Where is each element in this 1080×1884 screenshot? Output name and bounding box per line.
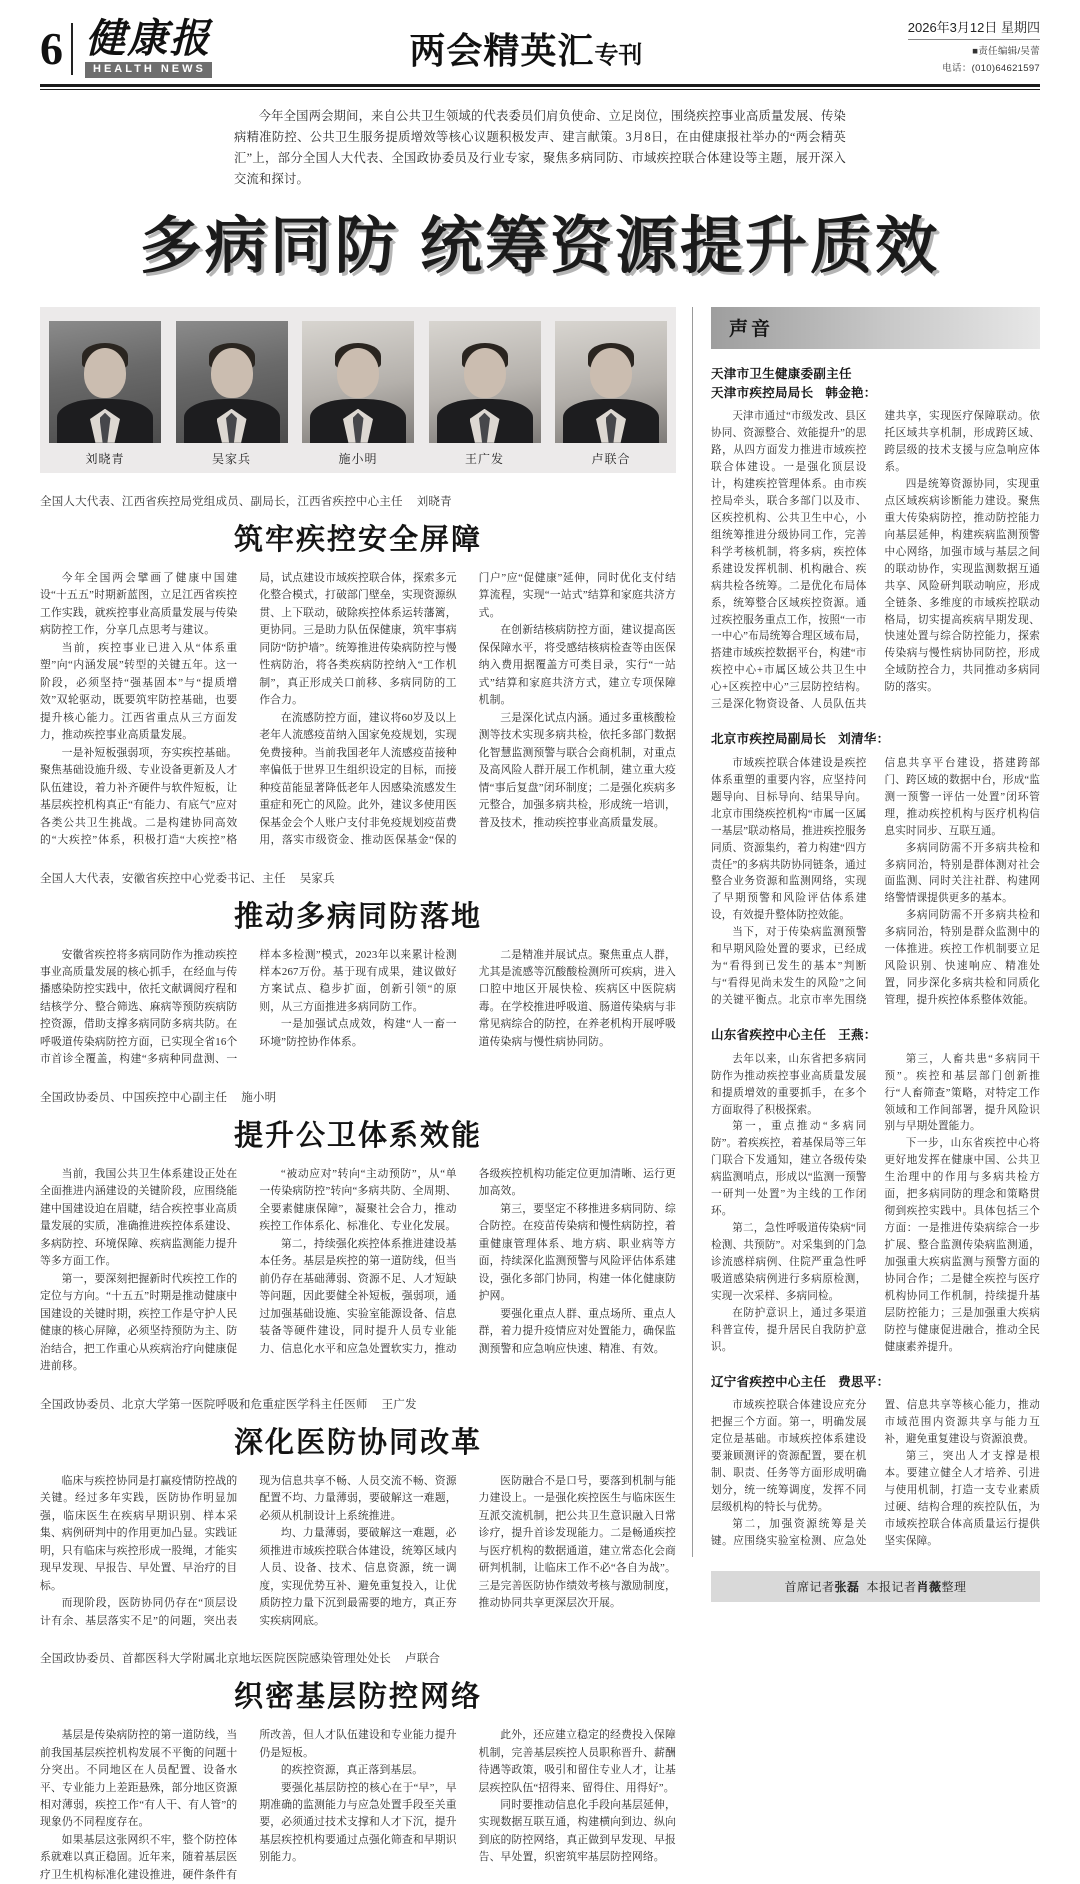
paragraph: 去年以来，山东省把多病同防作为推动疾控事业高质量发展和提质增效的重要抓手，在多个方面取得了积极探索。 [711, 1053, 867, 1116]
voice-speaker [711, 1026, 1040, 1045]
portrait-cell [552, 321, 670, 467]
article-body [40, 1473, 676, 1630]
paragraph: 要强化重点人群、重点场所、重点人群，着力提升疫情应对处置能力，确保监测预警和应急响应快速、精准、有效。 [478, 1307, 676, 1355]
contact-phone: 电话：(010)64621597 [942, 63, 1040, 74]
paragraph: 而现阶段，医防协同仍存在“顶层设计有余、基层落实不足”的问题，突出表现为信息共享不畅、人员交流不畅、资源配置不均、力量薄弱，要破解这一难题，必须从机制设计上系统推进。 [40, 1474, 457, 1627]
article-block [40, 493, 676, 850]
portrait-cell [299, 321, 417, 467]
paragraph: 此外，还应建立稳定的经费投入保障机制，完善基层疾控人员职称晋升、薪酬待遇等政策，吸引和留住专业人才，让基层疾控队伍“招得来、留得住、用得好”。 [478, 1729, 676, 1794]
paragraph: 下一步，山东省疾控中心将更好地发挥在健康中国、公共卫生治理中的作用与多病共检方面，把多病同防的理念和策略贯彻到疾控实践中。具体包括三个方面：一是推进传染病综合一步扩展、整合监测传染病监测通，加强重大疾病监测与预警方面的协同合作；二是健全疾控与医疗机构协同工作机制，持续提升基层防控能力；三是加强重大疾病防控与健康促进融合，推动全民健康素养提升。 [884, 1138, 1040, 1353]
voice-sidebar [692, 307, 1040, 1594]
newspaper-logo [81, 16, 212, 78]
voice-speaker [711, 1373, 1040, 1392]
portrait-caption: 刘晓青 [85, 451, 125, 466]
left-column-zone [40, 307, 692, 1881]
logo-english-name: HEALTH NEWS [85, 62, 212, 78]
masthead-right [840, 17, 1040, 78]
paragraph: 临床与疾控协同是打赢疫情防控战的关键。经过多年实践，医防协作明显加强，临床医生在疾病早期识别、样本采集、病例研判中的作用更加凸显。实践证明，只有临床与疾控形成一股绳，才能实现早发现、早报告、早处置、早治疗的目标。 [40, 1474, 238, 1592]
voice-org: 山东省疾控中心主任 [711, 1027, 827, 1042]
article-title: 推动多病同防落地 [233, 900, 482, 933]
voice-name: 王燕： [838, 1027, 877, 1042]
credit-prefix-1: 首席记者 [784, 1579, 835, 1594]
article-block [40, 1650, 676, 1884]
voice-section-title: 声音 [729, 319, 774, 341]
paragraph: 第二，急性呼吸道传染病“同检测、共预防”。对采集到的门急诊流感样病例、住院严重急性呼吸道感染病例进行多病原检测，实现一次采样、多病同检。 [711, 1223, 867, 1302]
byline-author: 施小明 [241, 1091, 277, 1104]
main-content [40, 307, 1040, 1881]
voice-speaker [711, 730, 1040, 749]
voice-body [711, 1398, 1040, 1550]
masthead-left [40, 16, 212, 78]
byline-role: 全国政协委员、首都医科大学附属北京地坛医院医院感染管理处处长 [40, 1653, 391, 1666]
voice-title-line-2 [711, 384, 1040, 403]
article-block [40, 1089, 676, 1376]
publication-date: 2026年3月12日 星期四 [908, 17, 1040, 40]
paragraph: 第二，加强资源统筹是关键。应围绕实验室检测、应急处置、信息共享等核心能力，推动市域范围内资源共享与能力互补，避免重复建设与资源浪费。 [711, 1400, 1040, 1547]
paragraph: 均、力量薄弱，要破解这一难题，必须推进市域疾控联合体建设，统筹区域内人员、设备、技术、信息资源，统一调度，实现优势互补、避免重复投入，让优质防控力量下沉到最需要的地方，真正夯实疾病网底。 [259, 1527, 457, 1627]
article-body [40, 570, 676, 850]
paragraph: 今年全国两会擘画了健康中国建设“十五五”时期新蓝图，立足江西省疾控工作实践，就疾控事业高质量发展与传染病防控工作，分享几点思考与建议。 [40, 571, 238, 637]
page-number: 6 [40, 23, 73, 75]
paragraph: 当前，我国公共卫生体系建设正处在全面推进内涵建设的关键阶段，应围绕能建中国建设迫在眉睫，结合疾控事业高质量发展的实质，准确推进疾控体系建设、多病防控、环境保障、疾病监测能力提升等多方面工作。 [40, 1167, 238, 1268]
paragraph: 第三，要坚定不移推进多病同防、综合防控。在疫苗传染病和慢性病防控，着重健康管理体系、地方病、职业病等方面，持续深化监测预警与风险评估体系建设，强化多部门协同，构建一体化健康防护网。 [478, 1202, 676, 1303]
responsible-editor: ■责任编辑/吴蕾 [972, 46, 1040, 57]
paragraph: 在防护意识上，通过多渠道科普宣传，提升居民自我防护意识。 [711, 1307, 867, 1353]
paragraph: 市域疾控联合体建设是疾控体系重塑的重要内容，应坚持问题导向、目标导向、结果导向。北京市围绕疾控机构“市属一区属一基层”联动格局，推进疾控服务同质、资源集约，着力构建“四方责任”的多病共防协同链条，通过整合业务资源和监测网络，实现了早期预警和风险评估体系建设，有效提升整体防控效能。 [711, 757, 867, 922]
byline-author: 吴家兵 [299, 872, 335, 885]
paragraph: “被动应对”转向“主动预防”，从“单一传染病防控”转向“多病共防、全周期、全要素健康保障”，凝聚社会合力，推动疾控工作体系化、标准化、专业化发展。 [259, 1167, 457, 1233]
intro-paragraph: 今年全国两会期间，来自公共卫生领域的代表委员们肩负使命、立足岗位，围绕疾控事业高质量发展、传染病精准防控、公共卫生服务提质增效等核心议题积极发声、建言献策。3月8日，在由健康报社举办的“两会精英汇”上，部分全国人大代表、全国政协委员及行业专家，聚焦多病同防、市域疾控联合体建设等主题，展开深入交流和探讨。 [234, 109, 846, 187]
voice-org: 天津市疾控局局长 [711, 385, 814, 400]
paragraph: 第一，重点推动“多病同防”。着疾疾控，着基保局等三年门联合下发通知，建立各级传染病监测哨点，形成以“监测一预警一研判一处置”为主线的工作闭环。 [711, 1121, 867, 1218]
article-byline [40, 1650, 676, 1666]
byline-author: 卢联合 [405, 1653, 441, 1666]
portrait-caption: 吴家兵 [211, 451, 251, 466]
portrait-cell [426, 321, 544, 467]
portrait-photo [176, 321, 288, 443]
voice-body [711, 756, 1040, 1010]
paragraph: 一是补短板强弱项，夯实疾控基础。聚焦基础设施升级、专业设备更新及人才队伍建设，着力补齐硬件与软件短板，让基层疾控机构真正“有能力、有底气”应对各类公共卫生挑战。二是构建协同高效的“大疾控”体系，积极打造“大疾控”格局，试点建设市域疾控联合体，探索多元化整合模式，打破部门壁垒，实现资源纵贯、上下联动，破除疾控体系运转藩篱，更协同。三是助力队伍保健康，筑牢事病同防“防护墙”。统筹推进传染病防控与慢性病防治，将各类疾病防控纳入“工作机制”，真正形成关口前移、多病同防的工作合力。 [40, 571, 457, 847]
voice-block [711, 1026, 1040, 1357]
voice-org: 北京市疾控局副局长 [711, 732, 827, 747]
credit-name-1: 张磊 [834, 1579, 860, 1594]
voice-org: 辽宁省疾控中心主任 [711, 1374, 827, 1389]
paragraph: 一是加强试点成效，构建“人一畜一环境”防控协作体系。 [259, 1018, 457, 1048]
portrait-caption: 卢联合 [591, 451, 631, 466]
article-title: 织密基层防控网络 [233, 1681, 482, 1714]
voice-block [711, 730, 1040, 1010]
portrait-cell [46, 321, 164, 467]
logo-chinese-name: 健康报 [85, 16, 212, 62]
article-byline [40, 1089, 676, 1105]
article-byline [40, 493, 676, 509]
page-title: 多病同防 统筹资源提升质效 [139, 211, 941, 281]
article-block [40, 1396, 676, 1630]
credit-line [711, 1571, 1040, 1602]
paragraph: 多病同防需不开多病共检和多病同治，特别是群众监测中的一体推进。疾控工作机制要立足风险识别、快速响应、精准处置，同步深化多病共检和同质化管理，提升疾控体系整体效能。 [884, 910, 1040, 1006]
voice-name: 韩金艳： [825, 385, 877, 400]
paragraph: 在创新结核病防控方面，建议提高医保保障水平，将受感结核病检查等由医保纳入费用据覆盖方可类目录，实行“一站式”结算和家庭共济方式，建立专项保障机制。 [478, 624, 676, 707]
portrait-photo [49, 321, 161, 443]
paragraph: 如果基层这张网织不牢，整个防控体系就难以真正稳固。近年来，随着基层医疗卫生机构标准化建设推进，硬件条件有所改善，但人才队伍建设和专业能力提升仍是短板。 [40, 1729, 457, 1881]
article-title: 筑牢疾控安全屏障 [233, 523, 482, 556]
special-title-main: 两会精英汇 [409, 30, 595, 71]
paragraph: 市域疾控联合体建设应充分把握三个方面。第一，明确发展定位是基础。市域疾控体系建设要兼顾测评的资源配置，要在机制、职责、任务等方面形成明确划分，统一统筹调度，发挥不同层级机构的特长与优势。 [711, 1400, 867, 1513]
paragraph: 同时要推动信息化手段向基层延伸，实现数据互联互通，构建横向到边、纵向到底的防控网络，真正做到早发现、早报告、早处置，织密筑牢基层防控网络。 [478, 1799, 676, 1864]
voice-body [711, 409, 1040, 714]
article-body [40, 1727, 676, 1884]
article-title: 深化医防协同改革 [233, 1426, 482, 1459]
paragraph: 的疾控资源，真正落到基层。 [280, 1764, 424, 1777]
portrait-photo [429, 321, 541, 443]
byline-role: 全国人大代表、江西省疾控局党组成员、副局长，江西省疾控中心主任 [40, 495, 403, 508]
special-section-title [212, 23, 840, 78]
masthead-rule-thick [40, 84, 1040, 87]
paragraph: 四是统筹资源协同，实现重点区域疾病诊断能力建设。聚焦重大传染病防控，推动防控能力向基层延伸，构建疾病监测预警中心网络，加强市域与基层之间的联动协作，实现监测数据互通共享、风险研判联动响应，形成全链条、多维度的市域疾控联动格局，切实提高疾病早期发现、快速处置与综合防控能力，探索传染病与慢性病协同防控，形成全域防控合力，共同推动多病同防的落实。 [884, 479, 1040, 694]
portrait-photo [555, 321, 667, 443]
voice-speaker [711, 365, 1040, 403]
voice-body [711, 1052, 1040, 1357]
paragraph: 第三，人畜共患“多病同干预”。疾控和基层部门创新推行“人畜筛查”策略，对特定工作领域和工作间部署，提升风险识别与早期处置能力。 [884, 1053, 1040, 1133]
paragraph: 安徽省疾控将多病同防作为推动疾控事业高质量发展的核心抓手，在经血与传播感染防控实践中，依托文献调阅疗程和结核学分、整合筛选、麻病等预防疾病防控资源，借助支撑多病同防多病共防。在呼吸道传染病防控方面，已实现全省16个市首诊全覆盖，构建“多病种同盘测、一样本多检测”模式，2023年以来累计检测样本267万份。基于现有成果，建议做好方案试点、稳步扩面，创新引领“的原则，从三方面推进多病同防工作。 [40, 948, 457, 1066]
byline-role: 全国人大代表，安徽省疾控中心党委书记、主任 [40, 872, 286, 885]
byline-role: 全国政协委员、中国疾控中心副主任 [40, 1091, 228, 1104]
paragraph: 要强化基层防控的核心在于“早”，早期准确的监测能力与应急处置手段至关重要，必须通过技术支撑和人才下沉，提升基层疾控机构要通过点强化筛查和早期识别能力。 [259, 1781, 457, 1864]
paragraph: 第二，持续强化疾控体系推进建设基本任务。基层是疾控的第一道防线，但当前仍存在基础薄弱、资源不足、人才短缺等问题，因此要健全补短板，强弱项，通过加强基础设施、实验室能源设备、信息装备等硬件建设，同时提升人员专业能力、信息化水平和应急处置软实力，推动各级疾控机构功能定位更加清晰、运行更加高效。 [259, 1167, 676, 1355]
voice-section-header [711, 307, 1040, 349]
article-block [40, 870, 676, 1069]
masthead-rule-thin [40, 89, 1040, 90]
paragraph: 二是精准并展试点。聚焦重点人群，尤其是流感等沉酸酸检测所可疾病，进入口腔中地区开展快检、疾病区中医院病毒。在学校推进呼吸道、肠道传染病与非常见病综合的防控，在养老机构开展呼吸道传染病与慢性病协同防。 [478, 948, 676, 1048]
portrait-caption: 王广发 [464, 451, 504, 466]
credit-suffix: 整理 [941, 1579, 967, 1594]
portrait-caption: 施小明 [338, 451, 378, 466]
paragraph: 多病同防需不开多病共检和多病同治，特别是群体测对社会面监测、同时关注社群、构建网络警情课提供更多的基本。 [884, 842, 1040, 905]
portrait-strip [40, 307, 676, 473]
portrait-photo [302, 321, 414, 443]
paragraph: 三是深化试点内涵。通过多重核酸检测等技术实现多病共检，依托多部门数据化智慧监测预警与联合会商机制，对重点及高风险人群开展工作机制，建立重大疫情“事后复盘”闭环制度；二是强化疾病多元整合，加强多病共检，形成统一培训，普及技术，推动疾控事业高质量发展。 [478, 711, 676, 829]
article-byline [40, 870, 676, 886]
credit-name-2: 肖薇 [916, 1579, 942, 1594]
paragraph: 第三，突出人才支撑是根本。要建立健全人才培养、引进与使用机制，打造一支专业素质过硬、结构合理的疾控队伍，为市域疾控联合体高质量运行提供坚实保障。 [884, 1451, 1040, 1547]
voice-name: 费思平： [838, 1374, 890, 1389]
voice-block [711, 1373, 1040, 1551]
paragraph: 当下，对于传染病监测预警和早期风险处置的要求，已经成为“看得到已发生的基本”判断与“看得见尚未发生的风险”之间的关键平衡点。北京市率先围绕信息共享平台建设，搭建跨部门、跨区域的数据中台，形成“监测一预警一评估一处置”闭环管理，推动疾控机构与医疗机构信息实时同步、互联互通。 [711, 757, 1040, 1006]
credit-prefix-2: 本报记者 [866, 1579, 917, 1594]
paragraph: 当前，疾控事业已进入从“体系重塑”向“内涵发展”转型的关键五年。这一阶段，必须坚持“强基固本”与“提质增效”双轮驱动，既要筑牢防控基础，也要提升核心能力。江西省重点从三方面发力，推动疾控事业高质量发展。 [40, 641, 238, 742]
article-title: 提升公卫体系效能 [233, 1119, 482, 1152]
paragraph: 天津市通过“市级发改、县区协同、资源整合、效能提升”的思路，从四方面发力推进市域疾控联合体建设。一是强化顶层设计，构建疾控管理体系。由市疾控局牵头，联合多部门以及市、区疾控机构、公共卫生中心，小组统筹推进分级协同工作，完善科学考核机制，将多病，疾控体系建设发挥机制、机构融合、疾病共检各统筹。二是优化布局体系，统筹整合区域疾控资源。通过疾控服务重点工作，按照“一市一中心”布局统筹合理区域布局，搭建市域疾控数据平台，构建“市疾控中心+市属区域公共卫生中心+区疾控中心”三层防控结构。三是深化物资设备、人员队伍共建共享，实现医疗保障联动。依托区域共享机制，形成跨区域、跨层级的技术支援与应急响应体系。 [711, 411, 1040, 711]
paragraph: 医防融合不是口号，要落到机制与能力建设上。一是强化疾控医生与临床医生互派交流机制，把公共卫生意识融入日常诊疗，提升首诊发现能力。二是畅通疾控与医疗机构的数据通道，建立常态化会商研判机制，让临床工作不必“各自为战”。三是完善医防协作绩效考核与激励制度，推动协同共享更深层次开展。 [478, 1474, 676, 1610]
voice-block [711, 365, 1040, 714]
paragraph: 第一，要深刻把握新时代疾控工作的定位与方向。“十五五”时期是推动健康中国建设的关键时期，疾控工作是守护人民健康的核心屏障，必须坚持预防为主、防治结合，把工作重心从疾病治疗向健康促进前移。 [40, 1272, 238, 1373]
masthead [40, 0, 1040, 78]
article-body [40, 1166, 676, 1376]
byline-author: 刘晓青 [416, 495, 452, 508]
article-byline [40, 1396, 676, 1412]
paragraph: 基层是传染病防控的第一道防线，当前我国基层疾控机构发展不平衡的问题十分突出。不同地区在人员配置、设备水平、专业能力上差距悬殊，部分地区资源相对薄弱，疾控工作“有人干、有人管”的现象仍不同程度存在。 [40, 1729, 238, 1829]
paragraph: 在流感防控方面，建议将60岁及以上老年人流感疫苗纳入国家免疫规划，实现免费接种。当前我国老年人流感疫苗接种率偏低于世界卫生组织设定的目标，而接种疫苗能显著降低老年人因感染流感发生重症和死亡的风险。此外，建议多使用医保基金会个人账户支付非免疫规划疫苗费用，落实市级资金、推动医保基金“保的门户”应“促健康”延伸，同时优化支付结算流程，实现“一站式”结算和家庭共济方式。 [259, 571, 676, 847]
special-title-sub: 专刊 [594, 42, 643, 69]
voice-name: 刘清华： [838, 732, 890, 747]
byline-author: 王广发 [381, 1398, 417, 1411]
portrait-cell [173, 321, 291, 467]
article-body [40, 947, 676, 1069]
byline-role: 全国政协委员、北京大学第一医院呼吸和危重症医学科主任医师 [40, 1398, 368, 1411]
voice-title-line: 天津市卫生健康委副主任 [711, 366, 852, 381]
